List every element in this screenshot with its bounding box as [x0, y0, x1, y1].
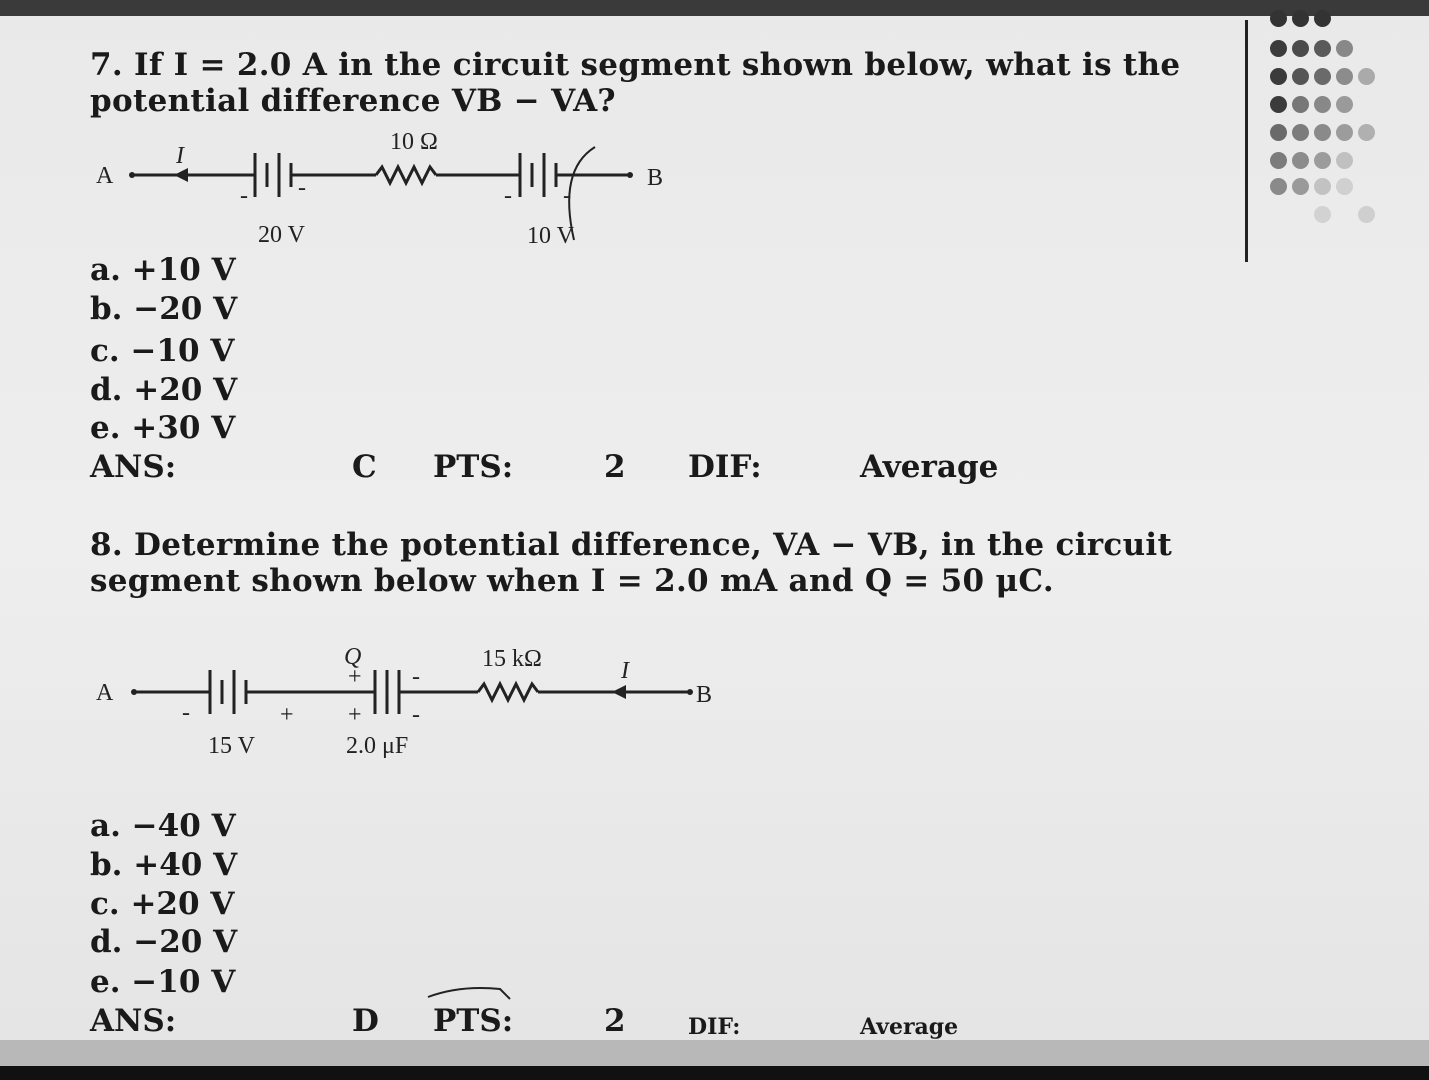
minus-sign: - — [412, 664, 420, 690]
q8-ans-label: ANS: — [90, 1003, 177, 1039]
dot — [1292, 10, 1309, 27]
pen-stroke — [428, 988, 510, 999]
dot — [1314, 206, 1331, 223]
q7-option-e: e. +30 V — [90, 410, 236, 446]
node-b-dot — [687, 689, 693, 695]
dot — [1336, 40, 1353, 57]
plus-sign: + — [348, 702, 362, 728]
dot — [1270, 178, 1287, 195]
question-7-line-2: potential difference VB − VA? — [90, 83, 616, 119]
battery-1-label: 20 V — [258, 222, 305, 248]
q7-option-b: b. −20 V — [90, 291, 238, 327]
q8-option-d: d. −20 V — [90, 924, 238, 960]
q7-dif-value: Average — [860, 449, 999, 485]
question-7-text — [90, 47, 1210, 119]
question-8-line-1: 8. Determine the potential difference, VA − VB, in the circuit — [90, 527, 1173, 563]
dot — [1292, 178, 1309, 195]
dot — [1314, 96, 1331, 113]
dot — [1336, 96, 1353, 113]
q8-option-b: b. +40 V — [90, 847, 238, 883]
dot — [1336, 178, 1353, 195]
dot — [1292, 40, 1309, 57]
current-label: I — [621, 658, 629, 684]
dot — [1292, 152, 1309, 169]
plus-sign: + — [280, 702, 294, 728]
node-b-dot — [627, 172, 633, 178]
q7-answer-row — [90, 449, 1090, 489]
dot — [1336, 68, 1353, 85]
dot — [1270, 40, 1287, 57]
dot — [1358, 68, 1375, 85]
resistor-label: 10 Ω — [390, 129, 438, 155]
current-arrow — [174, 168, 188, 182]
node-a-dot — [131, 689, 137, 695]
resistor-label: 15 kΩ — [482, 646, 542, 672]
q7-option-c: c. −10 V — [90, 333, 235, 369]
dot — [1270, 96, 1287, 113]
node-b-label: B — [647, 165, 664, 191]
battery-label: 15 V — [208, 733, 255, 759]
question-7-line-1: 7. If I = 2.0 A in the circuit segment shown below, what is the — [90, 47, 1181, 83]
question-8-text — [90, 527, 1210, 599]
dot — [1314, 152, 1331, 169]
q7-option-d: d. +20 V — [90, 372, 238, 408]
node-a-label: A — [96, 680, 114, 706]
capacitor-label: 2.0 μF — [346, 733, 409, 759]
q8-option-a: a. −40 V — [90, 808, 236, 844]
q8-option-e: e. −10 V — [90, 964, 236, 1000]
q8-pts-label: PTS: — [433, 1003, 514, 1039]
pen-annotation — [420, 985, 520, 1009]
dot — [1358, 206, 1375, 223]
minus-sign: - — [182, 700, 190, 726]
dot — [1314, 178, 1331, 195]
divider-line — [1245, 20, 1248, 262]
plus-sign: + — [348, 664, 362, 690]
q8-option-c: c. +20 V — [90, 886, 235, 922]
dot — [1270, 68, 1287, 85]
node-a-label: A — [96, 163, 114, 189]
dot — [1336, 124, 1353, 141]
dot — [1292, 124, 1309, 141]
battery-2-label: 10 V — [527, 223, 574, 249]
dot — [1270, 124, 1287, 141]
resistor-zigzag — [478, 684, 538, 700]
current-label: I — [176, 143, 184, 169]
dot — [1314, 124, 1331, 141]
resistor-zigzag — [376, 167, 436, 183]
q7-ans-label: ANS: — [90, 449, 177, 485]
q7-ans-value: C — [352, 449, 377, 485]
minus-sign: - — [563, 183, 571, 209]
dot — [1358, 124, 1375, 141]
node-a-dot — [129, 172, 135, 178]
q7-option-a: a. +10 V — [90, 252, 236, 288]
q7-pts-value: 2 — [604, 449, 626, 485]
dot — [1336, 152, 1353, 169]
dot — [1270, 10, 1287, 27]
dot — [1270, 152, 1287, 169]
q8-ans-value: D — [352, 1003, 379, 1039]
dot — [1314, 68, 1331, 85]
charge-label: Q — [344, 644, 362, 670]
top-band — [0, 0, 1429, 16]
q8-dif-value: Average — [860, 1014, 959, 1040]
q7-dif-label: DIF: — [688, 449, 762, 485]
minus-sign: - — [240, 183, 248, 209]
dot — [1314, 10, 1331, 27]
dot — [1314, 40, 1331, 57]
dot — [1292, 96, 1309, 113]
dot — [1292, 68, 1309, 85]
minus-sign: - — [504, 183, 512, 209]
question-8-line-2: segment shown below when I = 2.0 mA and Q = 50 μC. — [90, 563, 1054, 599]
bottom-edge — [0, 1066, 1429, 1080]
node-b-label: B — [696, 682, 713, 708]
q8-answer-row — [90, 1003, 1090, 1043]
q8-pts-value: 2 — [604, 1003, 626, 1039]
q7-pts-label: PTS: — [433, 449, 514, 485]
circuit-diagram-q7 — [90, 125, 690, 255]
circuit-diagram-q8 — [90, 640, 740, 770]
minus-sign: - — [412, 702, 420, 728]
q8-dif-label: DIF: — [688, 1014, 741, 1040]
minus-sign: - — [298, 175, 306, 201]
current-arrow — [612, 685, 626, 699]
